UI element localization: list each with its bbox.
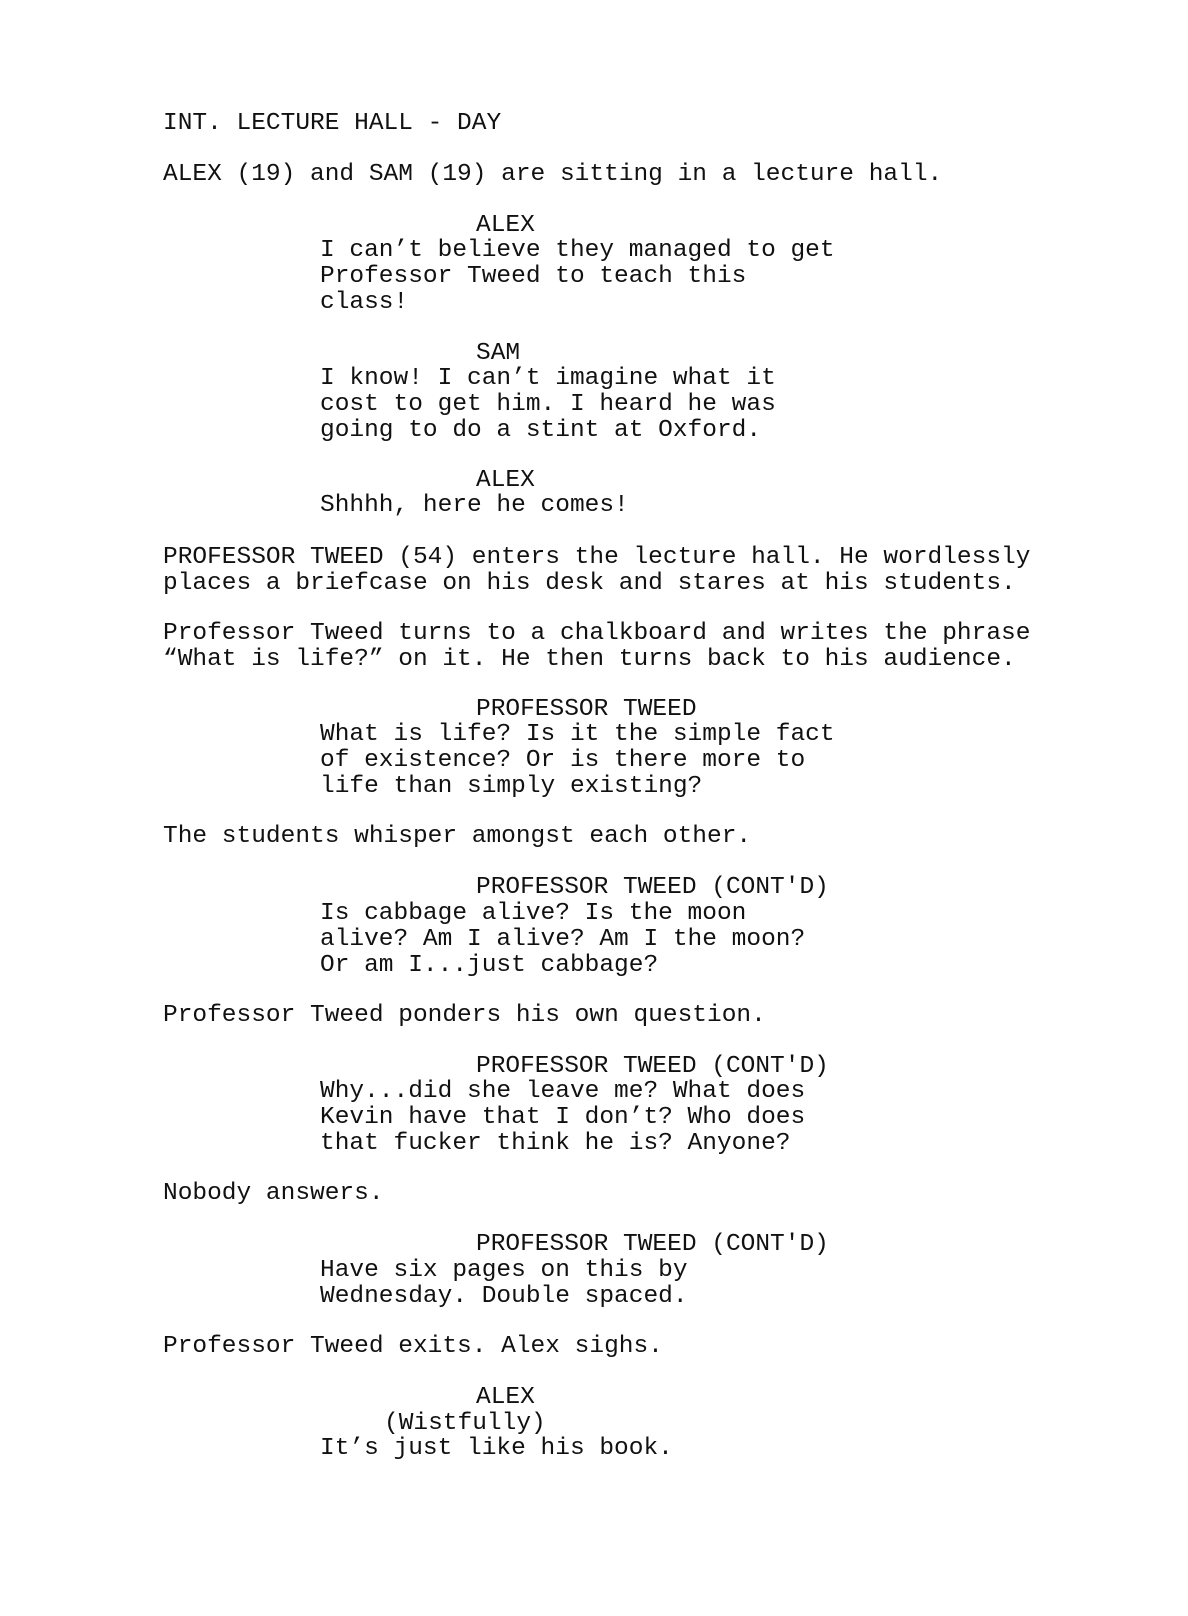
dialogue-line: class! (320, 288, 409, 316)
character-name: PROFESSOR TWEED (CONT'D) (476, 1231, 829, 1258)
dialogue-block (320, 1258, 688, 1310)
action-block (163, 545, 1030, 597)
action-text: The students whisper amongst each other. (163, 823, 752, 850)
action-text: Professor Tweed turns to a chalkboard and writes the phrase (163, 620, 1031, 647)
action-line (163, 1334, 663, 1360)
action-line (163, 1181, 384, 1207)
parenthetical: (Wistfully) (384, 1410, 546, 1437)
dialogue-block (320, 722, 835, 799)
dialogue-line: of existence? Or is there more to (320, 746, 806, 774)
dialogue-line: cost to get him. I heard he was (320, 390, 776, 418)
action-block (163, 621, 1030, 673)
action-text: “What is life?” on it. He then turns back to his audience. (163, 645, 1016, 673)
character-name: ALEX (476, 212, 535, 239)
dialogue-line: Have six pages on this by (320, 1257, 688, 1284)
action-text: Professor Tweed exits. Alex sighs. (163, 1333, 663, 1360)
dialogue-line: that fucker think he is? Anyone? (320, 1129, 791, 1157)
dialogue-line: It’s just like his book. (320, 1435, 673, 1462)
action-line (163, 1003, 766, 1029)
dialogue-line: Or am I...just cabbage? (320, 951, 659, 979)
dialogue-line: Wednesday. Double spaced. (320, 1282, 688, 1310)
action-text: ALEX (19) and SAM (19) are sitting in a lecture hall. (163, 161, 943, 188)
dialogue-block (320, 493, 629, 519)
dialogue-line: What is life? Is it the simple fact (320, 721, 835, 748)
character-name: PROFESSOR TWEED (CONT'D) (476, 874, 829, 901)
dialogue-block (320, 1079, 805, 1156)
action-text: Nobody answers. (163, 1180, 384, 1207)
character-name: SAM (476, 340, 521, 367)
action-line (163, 824, 751, 850)
character-name: ALEX (476, 467, 535, 494)
dialogue-line: Professor Tweed to teach this (320, 262, 747, 290)
dialogue-line: I know! I can’t imagine what it (320, 365, 776, 392)
dialogue-line: Kevin have that I don’t? Who does (320, 1103, 806, 1131)
dialogue-block (320, 238, 835, 315)
character-name: PROFESSOR TWEED (476, 696, 697, 723)
dialogue-line: alive? Am I alive? Am I the moon? (320, 925, 806, 953)
dialogue-line: Is cabbage alive? Is the moon (320, 900, 747, 927)
dialogue-line: I can’t believe they managed to get (320, 237, 835, 264)
dialogue-block (320, 366, 776, 443)
dialogue-line: Why...did she leave me? What does (320, 1078, 806, 1105)
dialogue-block (320, 901, 805, 978)
dialogue-line: going to do a stint at Oxford. (320, 416, 762, 444)
scene-heading: INT. LECTURE HALL - DAY (163, 110, 502, 137)
dialogue-line: life than simply existing? (320, 772, 703, 800)
action-text: Professor Tweed ponders his own question. (163, 1002, 766, 1029)
character-name: PROFESSOR TWEED (CONT'D) (476, 1053, 829, 1080)
dialogue-block (320, 1436, 673, 1462)
action-line (163, 162, 942, 188)
character-name: ALEX (476, 1384, 535, 1411)
action-text: places a briefcase on his desk and stares at his students. (163, 569, 1016, 597)
action-text: PROFESSOR TWEED (54) enters the lecture hall. He wordlessly (163, 544, 1031, 571)
dialogue-line: Shhhh, here he comes! (320, 492, 629, 519)
